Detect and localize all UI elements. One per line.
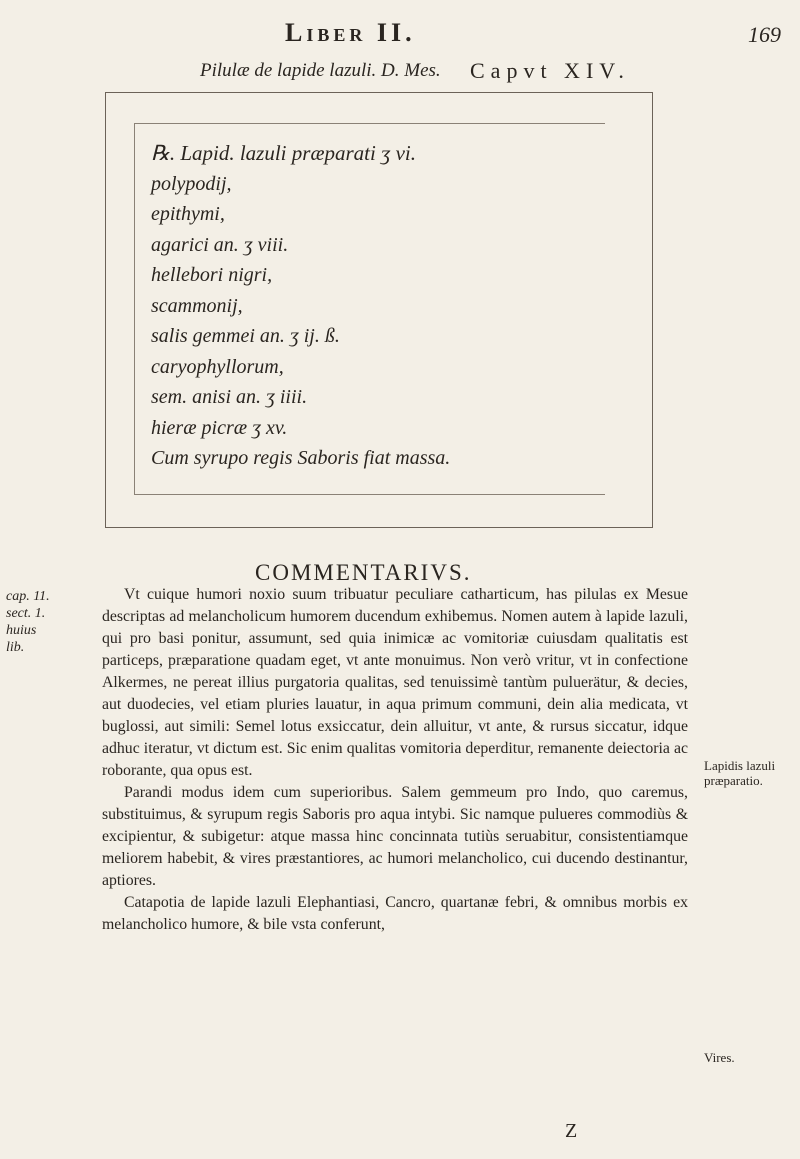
running-head (0, 14, 800, 50)
recipe-box (105, 92, 653, 528)
page-number: 169 (748, 22, 781, 47)
ingredient-line: caryophyllorum, (151, 355, 284, 378)
commentary-paragraph: Vt cuique humori noxio suum tribuatur peculiare catharticum, has pilulas ex Mesue descriptas ad melancholicum humorem ducendum exhibemus. Nomen autem à lapide lazuli, qui pro basi ponitur, assumunt, sed quia inimicæ ac vomitoriæ cuiusdam qualitatis est particeps, præparatione quadam eget, vt ante monuimus. Non verò vritur, vt in confectione Alkermes, ne pereat illius purgatoria qualitas, sed tenuissimè tantùm puluerätur, & decies, aut duodecies, vel etiam pluries lauatur, in aqua primum communi, dein alia medicata, vt buglossi, aut simili: Semel lotus exsiccatur, dein alluitur, vt ante, & rursus siccatur, idque adhuc iteratur, vt dictum est. Sic enim qualitas vomitoria deperditur, remanente deiectoria ac roborante, qua opus est. (102, 586, 688, 779)
book-title: Liber II. (285, 18, 416, 47)
margin-note-vires: Vires. (704, 1050, 735, 1065)
ingredient-line: sem. anisi an. ʒ iiii. (151, 386, 308, 408)
ingredient-line: ℞. Lapid. lazuli præparati ʒ vi. (151, 141, 417, 165)
signature-mark: Z (565, 1120, 578, 1142)
chapter-label: Capvt XIV. (470, 58, 630, 83)
ingredient-line: polypodij, (151, 172, 232, 195)
margin-note-line: huius (6, 623, 37, 638)
ingredient-line: scammonij, (151, 294, 243, 317)
margin-note-line: lib. (6, 640, 25, 655)
ingredient-line: salis gemmei an. ʒ ij. ß. (151, 325, 340, 347)
chapter-heading (0, 58, 800, 88)
margin-note-lapidis: Lapidis lazuli præparatio. (704, 758, 776, 788)
ingredient-line: epithymi, (151, 203, 225, 225)
margin-note-line: sect. 1. (6, 606, 46, 621)
margin-note-line: cap. 11. (6, 589, 50, 604)
recipe-inner-frame (134, 123, 605, 495)
ingredient-line: agarici an. ʒ viii. (151, 233, 289, 256)
recipe-title: Pilulæ de lapide lazuli. D. Mes. (200, 60, 441, 81)
commentary-paragraph: Parandi modus idem cum superioribus. Salem gemmeum pro Indo, quo caremus, substituimus, & syrupum regis Saboris pro aqua intybi. Sic namque pulueres commodiùs & excipientur, & subigetur: atque massa hinc concinnata tutiùs seruabitur, consistentiamque meliorem habebit, & vires præstantiores, ac humori melancholico, cui ducendo destinantur, aptiores. (102, 784, 688, 889)
ingredient-line: hellebori nigri, (151, 264, 273, 286)
ingredient-list (135, 124, 605, 474)
ingredient-line: Cum syrupo regis Saboris fiat massa. (151, 447, 451, 469)
commentary-paragraph: Catapotia de lapide lazuli Elephantiasi, Cancro, quartanæ febri, & omnibus morbis ex melancholico humore, & bile vsta conferunt, (102, 894, 688, 933)
commentary-body (102, 584, 688, 936)
margin-note-left (6, 588, 66, 656)
commentary-title: COMMENTARIVS. (255, 560, 472, 585)
ingredient-line: hieræ picræ ʒ xv. (151, 416, 288, 439)
